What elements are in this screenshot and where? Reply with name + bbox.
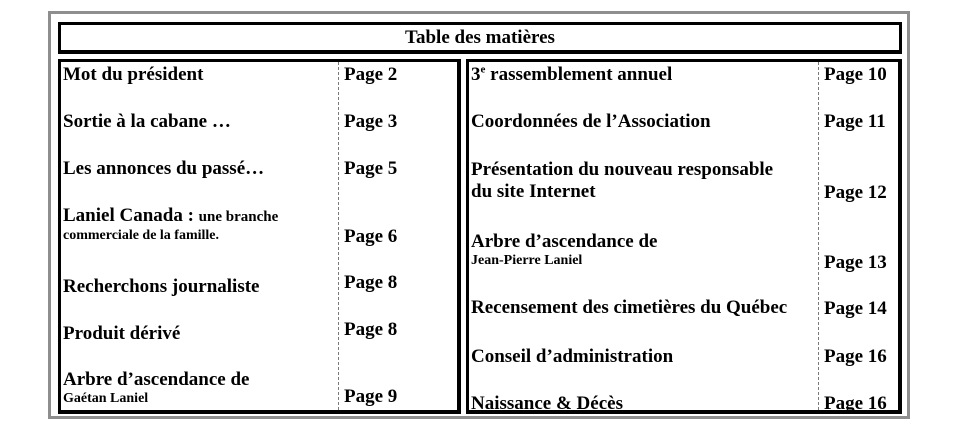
entry-page: Page 9 [344, 386, 398, 407]
entry-title: Arbre d’ascendance de Jean-Pierre Laniel [471, 231, 658, 268]
entry-title: Recensement des cimetières du Québec [471, 297, 788, 318]
entry-title: Produit dérivé [63, 323, 181, 344]
entry-title: 3e rassemblement annuel [471, 63, 673, 85]
entry-title: Les annonces du passé… [63, 158, 265, 179]
entry-page: Page 11 [824, 111, 886, 132]
entry-title: Arbre d’ascendance de Gaétan Laniel [63, 369, 250, 406]
toc-title: Table des matières [58, 22, 902, 54]
entry-page: Page 16 [824, 346, 887, 367]
entry-page: Page 6 [344, 226, 398, 247]
entry-page: Page 16 [824, 393, 887, 414]
entry-title: Laniel Canada : une branche commerciale de la famille. [63, 205, 279, 243]
entry-page: Page 8 [344, 319, 398, 340]
entry-title: Recherchons journaliste [63, 276, 260, 297]
entry-title: Mot du président [63, 64, 204, 85]
toc-left-column [58, 59, 461, 414]
entry-title: Naissance & Décès [471, 393, 623, 414]
entry-page: Page 8 [344, 272, 398, 293]
entry-page: Page 5 [344, 158, 398, 179]
toc-frame [48, 11, 910, 419]
entry-page: Page 3 [344, 111, 398, 132]
entry-title: Conseil d’administration [471, 346, 674, 367]
entry-title: Coordonnées de l’Association [471, 111, 711, 132]
entry-page: Page 14 [824, 298, 887, 319]
entry-title: Sortie à la cabane … [63, 111, 231, 132]
entry-page: Page 10 [824, 64, 887, 85]
toc-right-column [466, 59, 902, 414]
entry-page: Page 13 [824, 252, 887, 273]
column-divider [338, 62, 339, 410]
entry-title: Présentation du nouveau responsable du site Internet [471, 159, 774, 202]
column-divider [818, 62, 819, 410]
entry-page: Page 12 [824, 182, 887, 203]
entry-page: Page 2 [344, 64, 398, 85]
